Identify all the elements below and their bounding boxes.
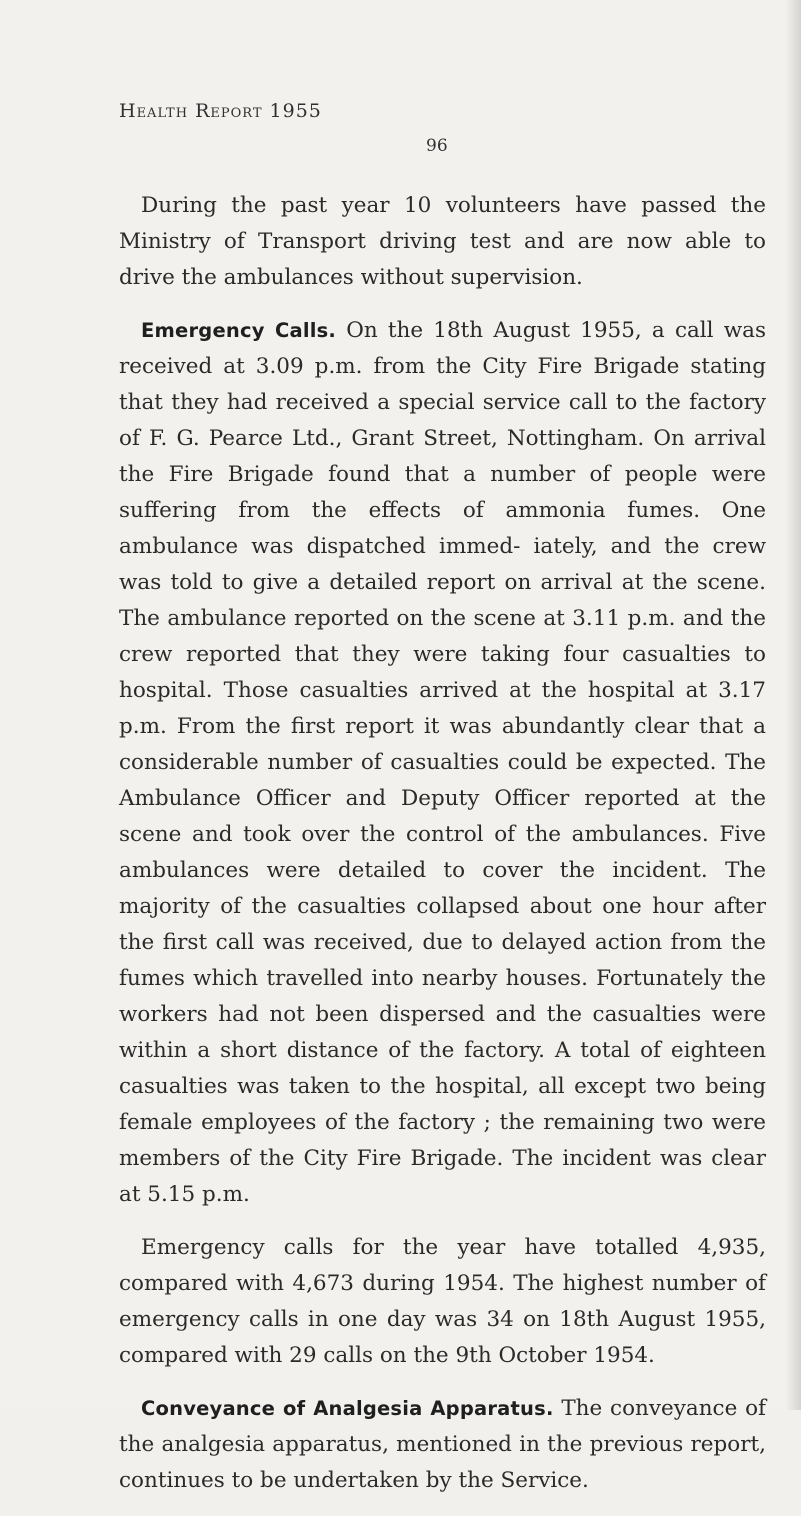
paragraph-emergency-calls	[119, 313, 766, 1213]
paragraph-analgesia-apparatus	[119, 1391, 766, 1499]
heading-analgesia-apparatus: Conveyance of Analgesia Apparatus.	[141, 1397, 554, 1420]
paragraph-analgesia-apparatus-text: The conveyance of the analgesia apparatus, mentioned in the previous report, continues to be undertaken by the Service.	[119, 1396, 766, 1493]
body-text	[119, 188, 766, 1516]
heading-emergency-calls: Emergency Calls.	[141, 319, 337, 342]
page-number: 96	[426, 136, 448, 156]
running-header-title: Health Report 1955	[119, 100, 322, 122]
paragraph-volunteers-text: During the past year 10 volunteers have passed the Ministry of Transport driving test and are now able to drive the ambulances without supervision.	[119, 193, 766, 290]
paragraph-volunteers	[119, 188, 766, 296]
paragraph-emergency-statistics	[119, 1230, 766, 1374]
paragraph-emergency-calls-text: On the 18th August 1955, a call was received at 3.09 p.m. from the City Fire Brigade stating that they had received a special service call to the factory of F. G. Pearce Ltd., Grant Street, Nottingham. On arrival the Fire Brigade found that a number of people were suffering from the effects of ammonia fumes. One ambulance was dispatched immed- iately, and the crew was told to give a detailed report on arrival at the scene. The ambulance reported on the scene at 3.11 p.m. and the crew reported that they were taking four casualties to hospital. Those casualties arrived at the hospital at 3.17 p.m. From the first report it was abundantly clear that a considerable number of casualties could be expected. The Ambulance Officer and Deputy Officer reported at the scene and took over the control of the ambulances. Five ambulances were detailed to cover the incident. The majority of the casualties collapsed about one hour after the first call was received, due to delayed action from the fumes which travelled into nearby houses. Fortunately the workers had not been dispersed and the casualties were within a short distance of the factory. A total of eighteen casualties was taken to the hospital, all except two being female employees of the factory ; the remaining two were members of the City Fire Brigade. The incident was clear at 5.15 p.m.	[119, 318, 766, 1207]
page-edge-shadow	[785, 0, 801, 1410]
paragraph-emergency-statistics-text: Emergency calls for the year have totalled 4,935, compared with 4,673 during 1954. The highest number of emergency calls in one day was 34 on 18th August 1955, compared with 29 calls on the 9th October 1954.	[119, 1235, 766, 1368]
